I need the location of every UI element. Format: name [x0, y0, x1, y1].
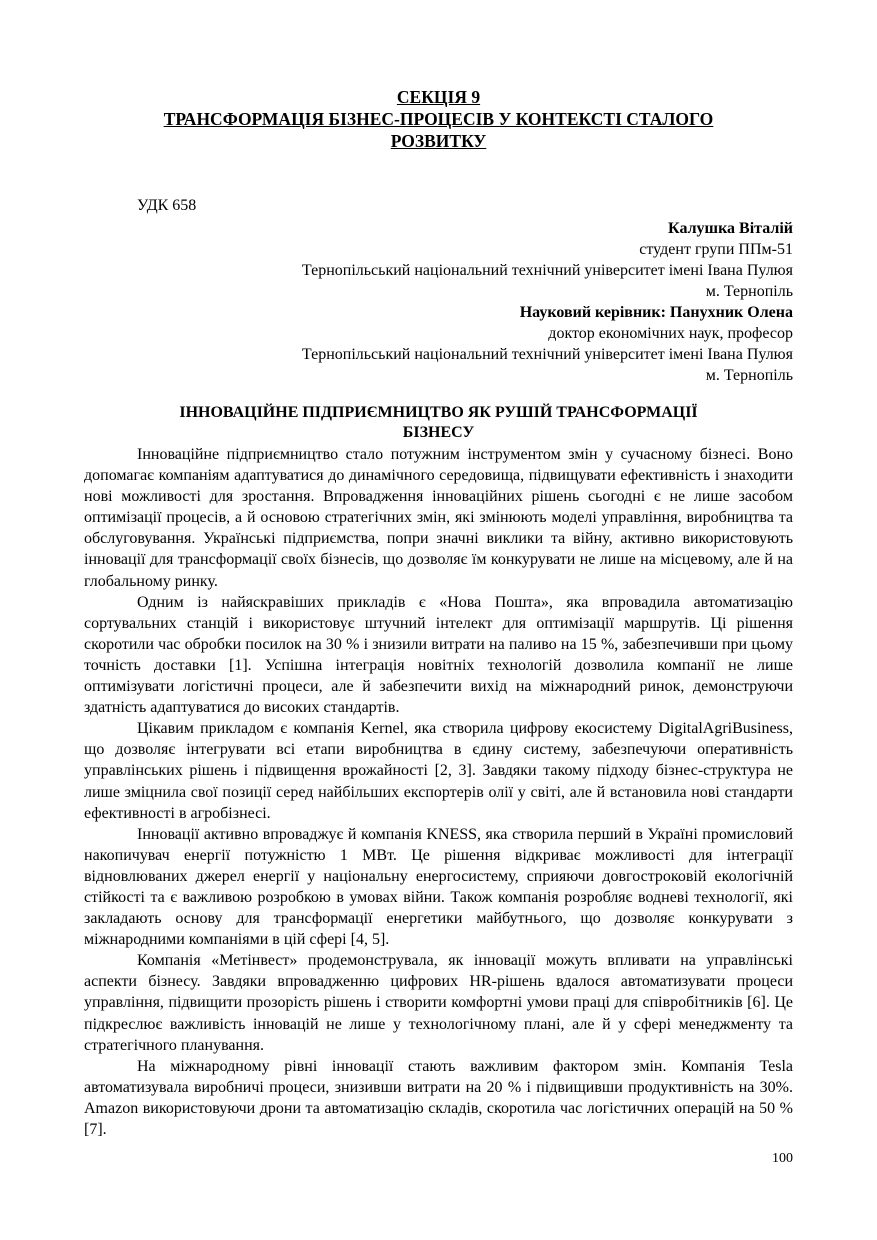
author-position: студент групи ППм-51 — [639, 241, 793, 258]
supervisor-university: Тернопільський національний технічний університет імені Івана Пулюя — [301, 346, 793, 363]
section-heading — [84, 86, 793, 152]
article-title-line1: ІННОВАЦІЙНЕ ПІДПРИЄМНИЦТВО ЯК РУШІЙ ТРАНСФОРМАЦІЇ — [179, 404, 698, 421]
article-title-line2: БІЗНЕСУ — [402, 424, 475, 441]
paragraph: Інноваційне підприємництво стало потужним інструментом змін у сучасному бізнесі. Воно допомагає компаніям адаптуватися до динамічного середовища, підвищувати ефективність і знаходити нові можливості для зростання. Впровадження інноваційних рішень сьогодні є не лише засобом оптимізації процесів, а й основою стратегічних змін, які змінюють моделі управління, виробництва та обслуговування. Українські підприємства, попри значні виклики та війну, активно використовують інновації для трансформації своїх бізнесів, що дозволяє їм конкурувати не лише на місцевому, але й на глобальному ринку. — [84, 446, 793, 590]
page-number: 100 — [772, 1151, 793, 1166]
supervisor-position: доктор економічних наук, професор — [548, 325, 793, 342]
paragraph: На міжнародному рівні інновації стають важливим фактором змін. Компанія Tesla автоматизувала виробничі процеси, знизивши витрати на 20 % і підвищивши продуктивність на 30%. Amazon використовуючи дрони та автоматизацію складів, скоротила час логістичних операцій на 50 % [7]. — [84, 1057, 793, 1138]
paragraph: Компанія «Метінвест» продемонструвала, як інновації можуть впливати на управлінські аспекти бізнесу. Завдяки впровадженню цифрових HR-рішень вдалося автоматизувати процеси управління, підвищити прозорість рішень і створити комфортні умови праці для співробітників [6]. Це підкреслює важливість інновацій не лише у технологічному плані, але й у сфері менеджменту та стратегічного планування. — [84, 952, 793, 1054]
author-name: Калушка Віталій — [668, 220, 793, 237]
author-university: Тернопільський національний технічний університет імені Івана Пулюя — [301, 262, 793, 279]
supervisor-name: Науковий керівник: Панухник Олена — [519, 304, 793, 321]
section-number: СЕКЦІЯ 9 — [396, 87, 481, 107]
section-title-line1: ТРАНСФОРМАЦІЯ БІЗНЕС-ПРОЦЕСІВ У КОНТЕКСТІ СТАЛОГО — [163, 109, 714, 129]
paragraph: Цікавим прикладом є компанія Kernel, яка створила цифрову екосистему DigitalAgriBusiness, що дозволяє інтегрувати всі етапи виробництва в єдину систему, забезпечуючи оперативність управлінських рішень і підвищення врожайності [2, 3]. Завдяки такому підходу бізнес-структура не лише зміцнила свої позиції серед найбільших експортерів олії у світі, але й встановила нові стандарти ефективності в агробізнесі. — [84, 720, 793, 822]
author-block — [173, 218, 793, 386]
article-body — [84, 444, 793, 1140]
udk-code: УДК 658 — [137, 197, 197, 214]
paragraph: Інновації активно впроваджує й компанія KNESS, яка створила перший в Україні промисловий накопичувач енергії потужністю 1 МВт. Це рішення відкриває можливості для інтеграції відновлюваних джерел енергії у національну енергосистему, сприяючи довгостроковій екологічній стійкості та є важливою розробкою в умовах війни. Також компанія розробляє водневі технології, які закладають основу для трансформації енергетики майбутнього, що дозволяє конкурувати з міжнародними компаніями в цій сфері [4, 5]. — [84, 825, 793, 949]
article-title — [84, 403, 793, 443]
paragraph: Одним із найяскравіших прикладів є «Нова Пошта», яка впровадила автоматизацію сортувальних станцій і використовує штучний інтелект для оптимізації маршрутів. Ці рішення скоротили час обробки посилок на 30 % і знизили витрати на паливо на 15 %, забезпечивши при цьому точність доставки [1]. Успішна інтеграція новітніх технологій дозволила компанії не лише оптимізувати логістичні процеси, але й забезпечити вихід на міжнародний ринок, демонструючи здатність адаптуватися до високих стандартів. — [84, 593, 793, 717]
author-city: м. Тернопіль — [705, 283, 793, 300]
section-title-line2: РОЗВИТКУ — [390, 131, 487, 151]
supervisor-city: м. Тернопіль — [705, 367, 793, 384]
